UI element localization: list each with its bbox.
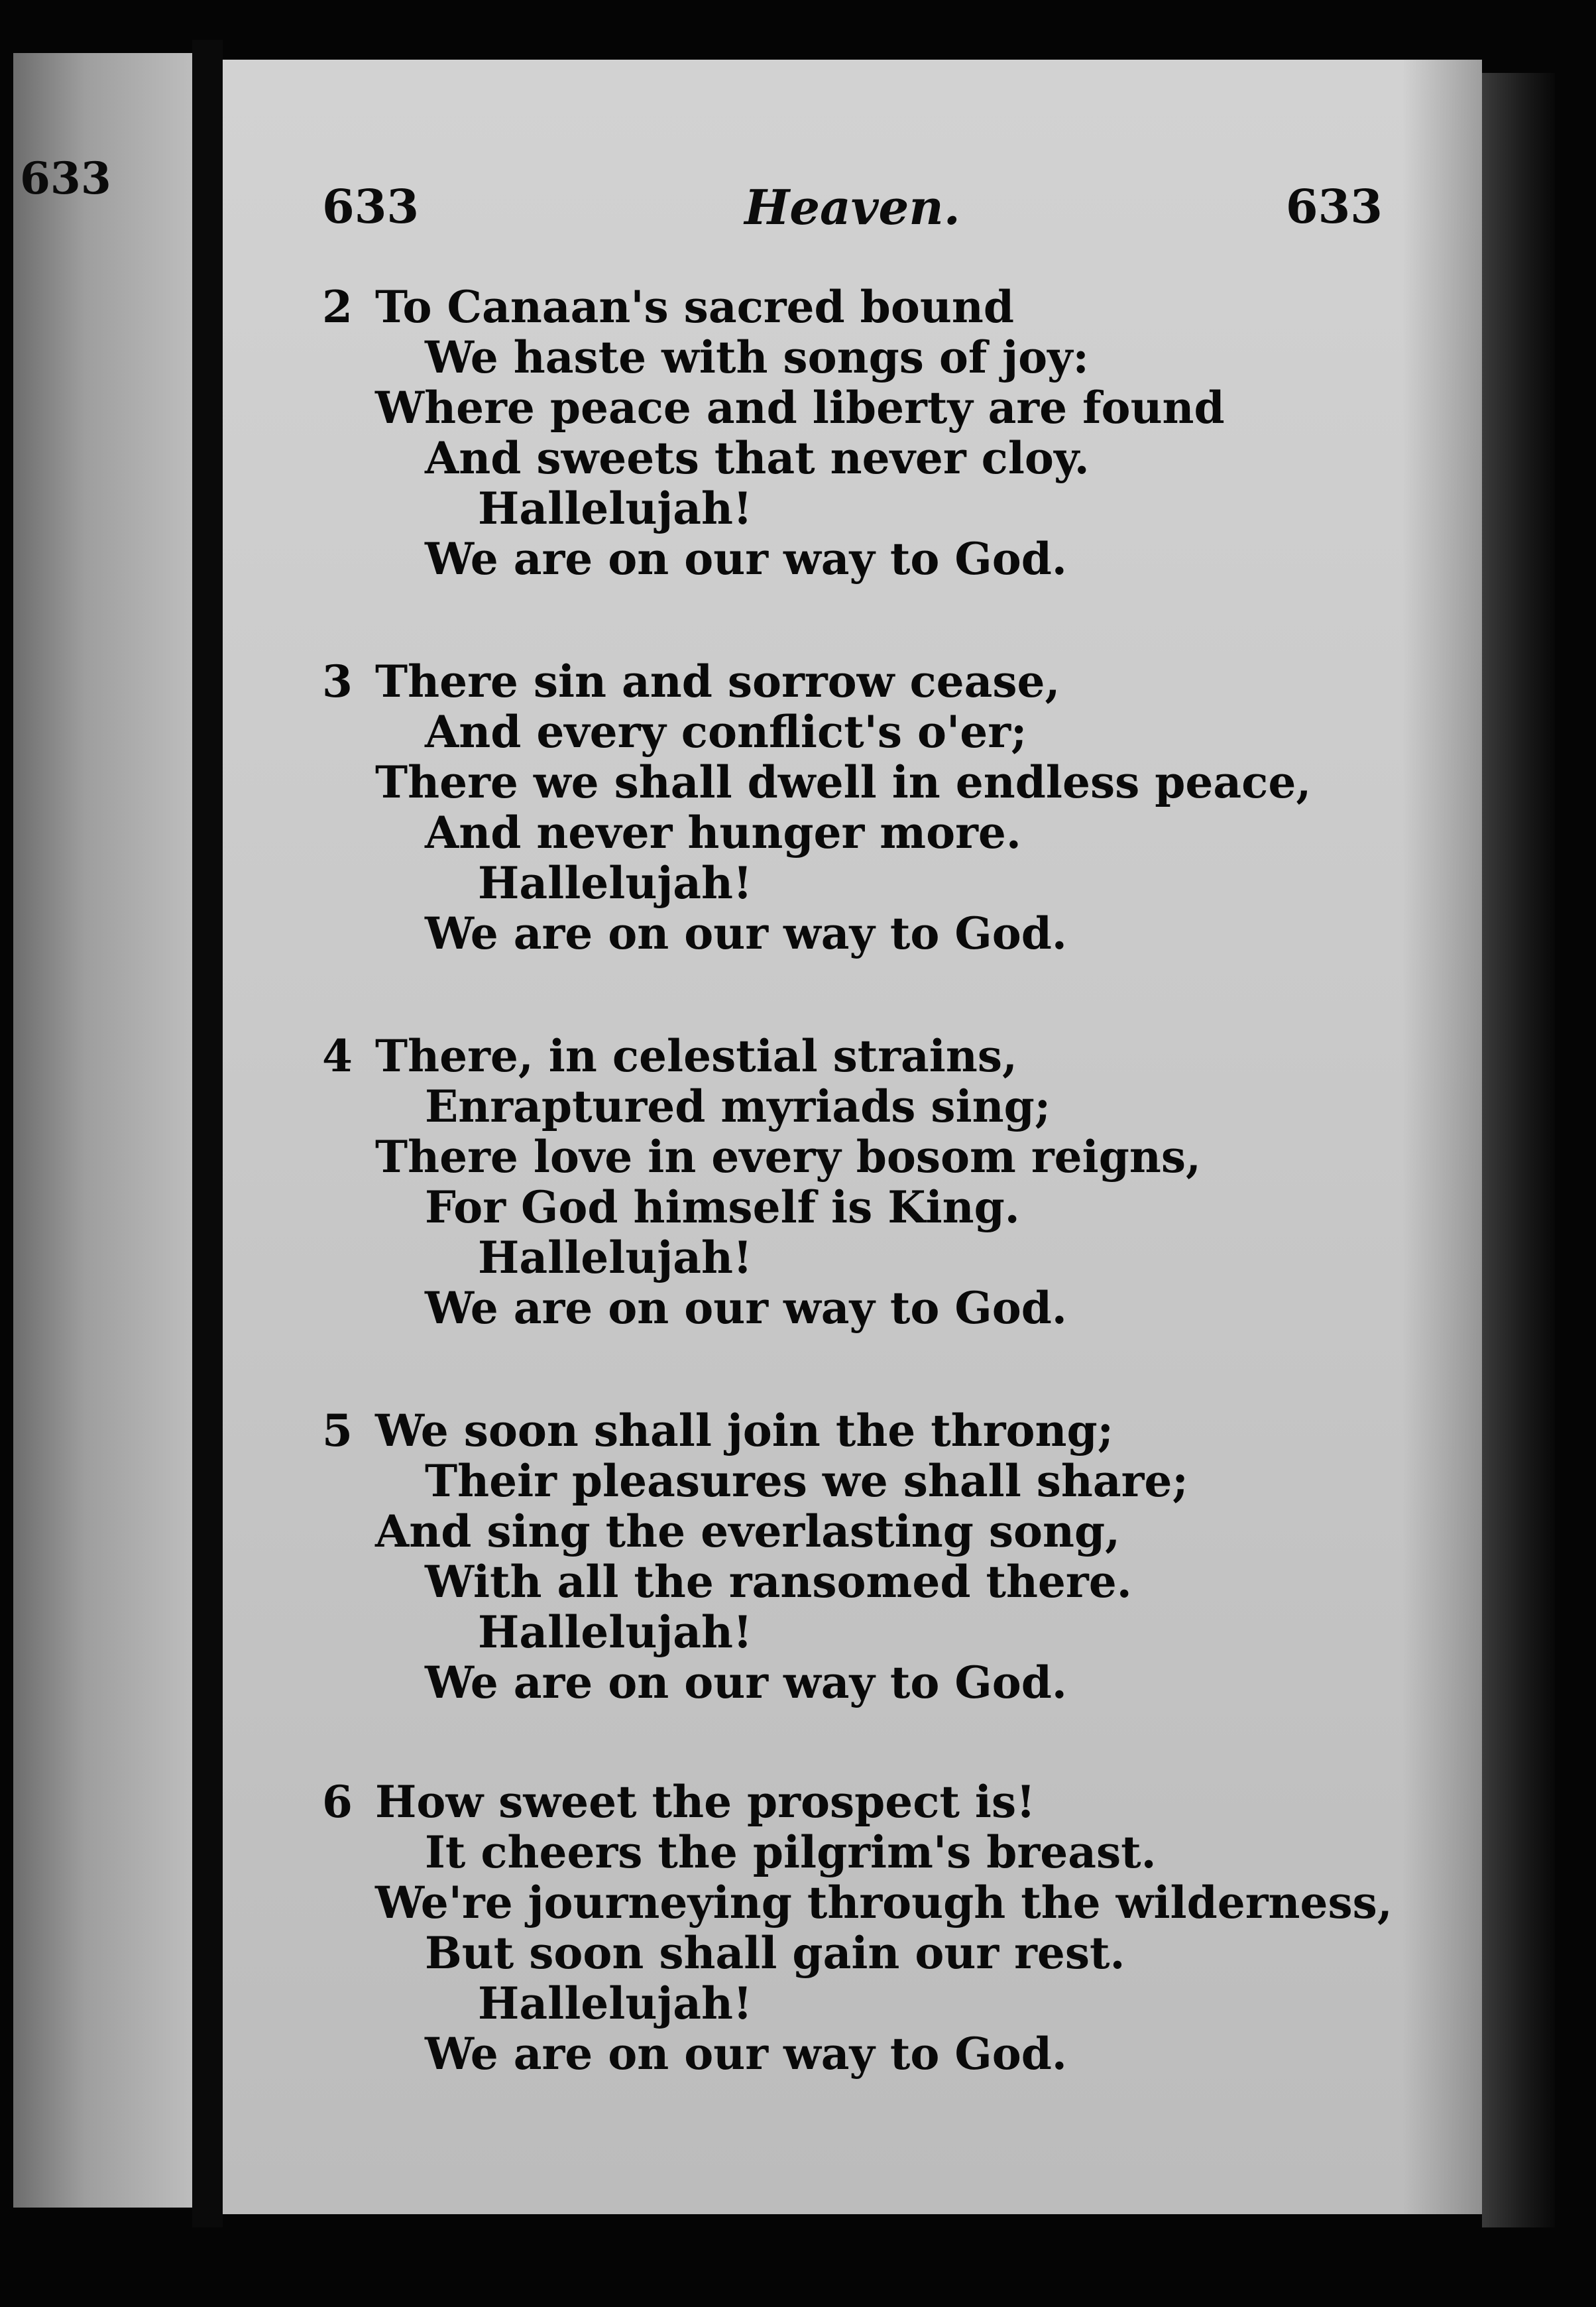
stanza-number: 5 (322, 1405, 353, 1456)
refrain-line: Hallelujah! (478, 1978, 752, 2029)
stanza-2 (322, 282, 1416, 584)
refrain-line: We are on our way to God. (425, 1657, 1067, 1708)
refrain-line: Hallelujah! (478, 1606, 752, 1658)
stanza-line: 5 We soon shall join the throng; (322, 1405, 1114, 1456)
header-hymn-number-right: 633 (1285, 179, 1383, 234)
stanza-6 (322, 1777, 1416, 2079)
hymn-page (223, 60, 1482, 2214)
stanza-line: 3 There sin and sorrow cease, (322, 656, 1060, 707)
stanza-5 (322, 1405, 1416, 1708)
left-page-number: 633 (20, 152, 111, 204)
stanza-number: 6 (322, 1776, 353, 1828)
stanza-3 (322, 656, 1416, 959)
stanza-number: 4 (322, 1030, 353, 1082)
stanza-line: 2 To Canaan's sacred bound (322, 281, 1014, 333)
left-page-fragment (13, 53, 192, 2208)
refrain-line: Hallelujah! (478, 1232, 752, 1283)
stanza-line: Where peace and liberty are found (375, 382, 1225, 434)
right-page-edge (1482, 73, 1555, 2227)
stanza-line: We're journeying through the wilderness, (375, 1877, 1393, 1928)
stanza-line: We haste with songs of joy: (425, 331, 1089, 383)
stanza-number: 2 (322, 281, 353, 333)
stanza-line: And sing the everlasting song, (375, 1506, 1121, 1557)
book-gutter (192, 40, 223, 2227)
stanza-line: And sweets that never cloy. (425, 432, 1090, 484)
header-hymn-number-left: 633 (322, 179, 420, 234)
stanza-line: And every conflict's o'er; (425, 706, 1027, 758)
stanza-line: With all the ransomed there. (425, 1556, 1132, 1608)
stanza-line: 6 How sweet the prospect is! (322, 1776, 1036, 1828)
stanza-line: 4 There, in celestial strains, (322, 1030, 1017, 1082)
stanza-line: There love in every bosom reigns, (375, 1131, 1201, 1183)
stanza-4 (322, 1031, 1416, 1333)
page-header (322, 179, 1383, 245)
stanza-line: Enraptured myriads sing; (425, 1081, 1051, 1132)
stanza-line: There we shall dwell in endless peace, (375, 756, 1312, 808)
stanza-number: 3 (322, 656, 353, 707)
stanza-line: And never hunger more. (425, 807, 1021, 858)
page-title: Heaven. (744, 179, 960, 235)
stanza-line: Their pleasures we shall share; (425, 1455, 1188, 1507)
stanza-line: For God himself is King. (425, 1181, 1020, 1233)
refrain-line: We are on our way to God. (425, 1282, 1067, 1334)
refrain-line: We are on our way to God. (425, 908, 1067, 959)
refrain-line: We are on our way to God. (425, 533, 1067, 585)
stanza-line: But soon shall gain our rest. (425, 1927, 1125, 1979)
refrain-line: We are on our way to God. (425, 2028, 1067, 2080)
stanza-line: It cheers the pilgrim's breast. (425, 1826, 1157, 1878)
refrain-line: Hallelujah! (478, 857, 752, 909)
refrain-line: Hallelujah! (478, 483, 752, 534)
